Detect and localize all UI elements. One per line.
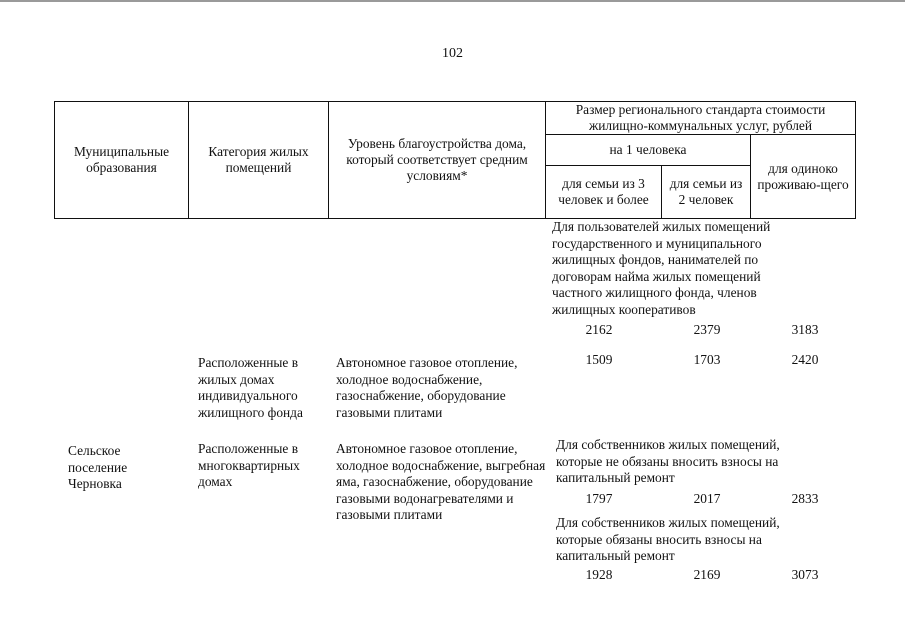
row3-municipality: Сельское поселение Черновка: [68, 443, 128, 491]
row1-family2-value: 2379: [693, 322, 721, 337]
header-level: Уровень благоустройства дома, который соответствует средним условиям*: [329, 102, 546, 219]
owners-fee-note: Для собственников жилых помещений, которые обязаны вносить взносы на капитальный ремонт: [556, 515, 780, 563]
row3-nofee-single-value: 2833: [791, 491, 819, 506]
page-number: 102: [442, 46, 463, 61]
header-family-3: для семьи из 3 человек и более: [546, 166, 662, 219]
header-municipal: Муниципальные образования: [55, 102, 189, 219]
row2-family2-value: 1703: [693, 352, 721, 367]
owners-no-fee-note: Для собственников жилых помещений, которые не обязаны вносить взносы на капитальный ремонт: [556, 437, 780, 485]
row2-level: Автономное газовое отопление, холодное водоснабжение, газоснабжение, оборудование газовыми плитами: [336, 355, 518, 420]
row2-single-value: 2420: [791, 352, 819, 367]
row3-fee-family3-value: 1928: [585, 567, 613, 582]
users-note: Для пользователей жилых помещений государственного и муниципального жилищных фондов, нанимателей по договорам найма жилых помещений частного жилищного фонда, членов жилищных кооперативов: [552, 219, 771, 317]
scan-edge-line: [0, 0, 905, 2]
row3-nofee-family3-value: 1797: [585, 491, 613, 506]
row2-family3-value: 1509: [585, 352, 613, 367]
row1-family3-value: 2162: [585, 322, 613, 337]
header-size-title: Размер регионального стандарта стоимости жилищно-коммунальных услуг, рублей: [546, 102, 856, 135]
header-single: для одиноко проживаю-щего: [751, 135, 856, 219]
header-family-2: для семьи из 2 человек: [662, 166, 751, 219]
row3-category: Расположенные в многоквартирных домах: [198, 441, 300, 489]
tariff-header-table: [54, 101, 856, 219]
row3-nofee-family2-value: 2017: [693, 491, 721, 506]
row1-single-value: 3183: [791, 322, 819, 337]
row3-level: Автономное газовое отопление, холодное водоснабжение, выгребная яма, газоснабжение, оборудование газовыми водонагревателями и газовыми плитами: [336, 441, 546, 522]
row3-fee-single-value: 3073: [791, 567, 819, 582]
row3-fee-family2-value: 2169: [693, 567, 721, 582]
header-category: Категория жилых помещений: [189, 102, 329, 219]
row2-category: Расположенные в жилых домах индивидуального жилищного фонда: [198, 355, 303, 420]
header-per-person: на 1 человека: [546, 135, 751, 166]
